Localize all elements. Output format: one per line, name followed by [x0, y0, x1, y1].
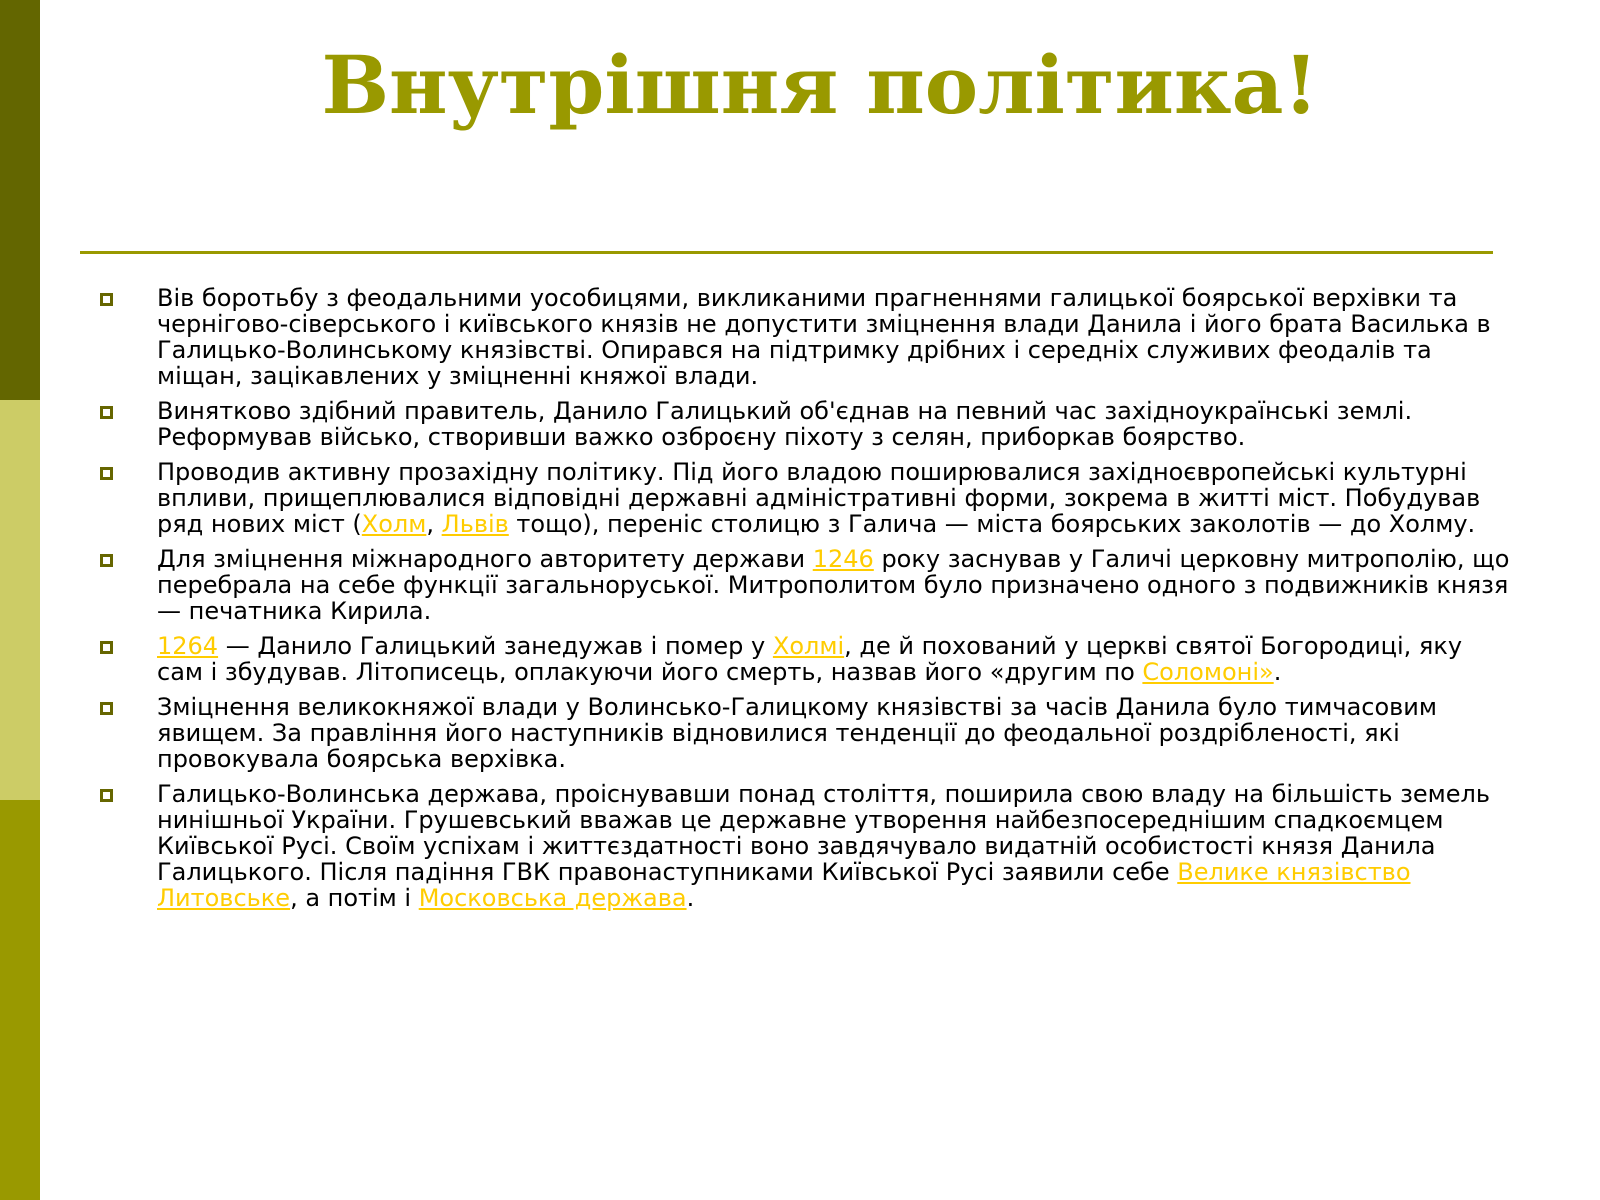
- bullet-text: Галицько-Волинська держава, проіснувавши понад століття, поширила свою владу на більшість земель нинішньої України. Грушевський вважав це державне утворення найбезпосереднішим спадкоємцем Київської Русі. Своїм успіхам і життєздатності воно завдячувало видатній особистості князя Данила Галицького. Після падіння ГВК правонаступниками Київської Русі заявили себе: [157, 780, 1491, 886]
- title-divider: [80, 251, 1493, 254]
- square-bullet-icon: [100, 467, 113, 480]
- bullet-text: тощо), переніс столицю з Галича — міста боярських заколотів — до Холму.: [508, 510, 1476, 538]
- link-year-1246[interactable]: 1246: [812, 545, 874, 573]
- square-bullet-icon: [100, 789, 113, 802]
- square-bullet-icon: [100, 554, 113, 567]
- sidebar-accent: [0, 0, 40, 1200]
- list-item: [95, 398, 1515, 450]
- list-item: [95, 459, 1515, 537]
- slide-title: Внутрішня політика!: [321, 38, 1319, 132]
- list-item: [95, 285, 1515, 389]
- link-kholm[interactable]: Холм: [361, 510, 427, 538]
- bullet-text: .: [1273, 658, 1282, 686]
- bullet-text: року заснував у Галичі церковну митрополію, що перебрала на себе функції загальноруської. Митрополитом було призначено одного з подвижників князя — печатника Кирила.: [157, 545, 1510, 625]
- bullet-text: , де й похований у церкві святої Богородиці, яку сам і збудував. Літописець, оплакуючи його смерть, назвав його «другим по: [157, 632, 1463, 686]
- list-item: [95, 546, 1515, 624]
- bullet-text: ,: [426, 510, 442, 538]
- sidebar-segment-top: [0, 0, 40, 400]
- square-bullet-icon: [100, 702, 113, 715]
- link-muscovy[interactable]: Московська держава: [418, 884, 687, 912]
- bullet-text: Винятково здібний правитель, Данило Галицький об'єднав на певний час західноукраїнські землі. Реформував військо, створивши важко озброєну піхоту з селян, приборкав боярство.: [157, 397, 1413, 451]
- sidebar-segment-middle: [0, 400, 40, 800]
- link-year-1264[interactable]: 1264: [157, 632, 219, 660]
- bullet-text: Вів боротьбу з феодальними уособицями, викликаними прагненнями галицької боярської верхівки та чернігово-сіверського і київського князів не допустити зміцнення влади Данила і його брата Василька в Галицько-Волинському князівстві. Опирався на підтримку дрібних і середніх служивих феодалів та міщан, зацікавлених у зміцненні княжої влади.: [157, 284, 1491, 390]
- bullet-list: [95, 285, 1515, 920]
- bullet-text: Проводив активну прозахідну політику. Під його владою поширювалися західноєвропейські культурні впливи, прищеплювалися відповідні державні адміністративні форми, зокрема в житті міст. Побудував ряд нових міст (: [157, 458, 1481, 538]
- bullet-text: , а потім і: [290, 884, 419, 912]
- list-item: [95, 633, 1515, 685]
- link-grand-duchy-lithuania[interactable]: Велике князівство Литовське: [157, 858, 1411, 912]
- link-kholmi[interactable]: Холмі: [772, 632, 845, 660]
- sidebar-segment-bottom: [0, 800, 40, 1200]
- bullet-text: Для зміцнення міжнародного авторитету держави: [157, 545, 813, 573]
- square-bullet-icon: [100, 293, 113, 306]
- list-item: [95, 781, 1515, 911]
- square-bullet-icon: [100, 641, 113, 654]
- square-bullet-icon: [100, 406, 113, 419]
- list-item: [95, 694, 1515, 772]
- bullet-text: Зміцнення великокняжої влади у Волинсько-Галицкому князівстві за часів Данила було тимчасовим явищем. За правління його наступників відновилися тенденції до феодальної роздрібленості, які провокувала боярська верхівка.: [157, 693, 1438, 773]
- bullet-text: — Данило Галицький занедужав і помер у: [218, 632, 773, 660]
- link-lviv[interactable]: Львів: [441, 510, 509, 538]
- link-solomon[interactable]: Соломоні»: [1142, 658, 1274, 686]
- bullet-text: .: [686, 884, 695, 912]
